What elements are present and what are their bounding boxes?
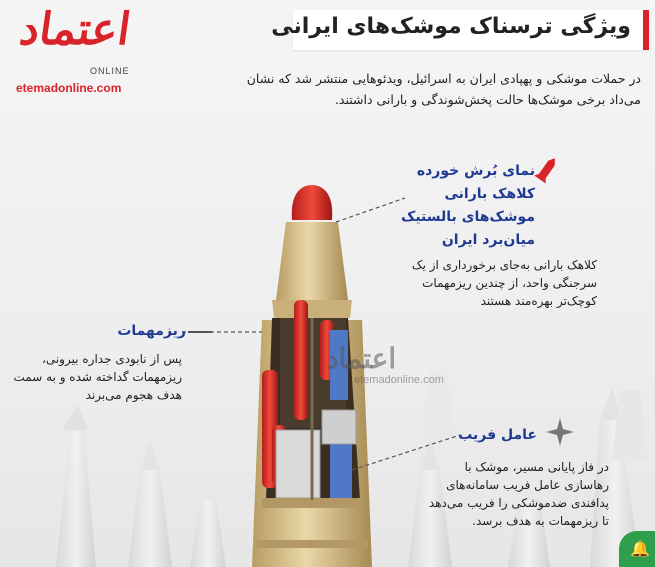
brand-logo xyxy=(14,4,144,95)
decoy-title: عامل فریب xyxy=(458,427,537,443)
bell-icon: 🔔 xyxy=(630,539,650,558)
warhead-title: نمای بُرش خورده کلاهک بارانی موشک‌های بالستیک میان‌برد ایران xyxy=(401,163,535,248)
logo-online: ONLINE xyxy=(90,66,130,76)
warhead-body: کلاهک بارانی به‌جای برخورداری از یک سرجنگی واحد، از چندین ریزمهمات کوچک‌تر بهره‌مند هستند xyxy=(411,258,597,308)
title-box xyxy=(271,10,649,50)
flash-icon xyxy=(546,418,574,446)
intro-text: در حملات موشکی و پهپادی ایران به اسرائیل، ویدئوهایی منتشر شد که نشان می‌داد برخی موشک‌ها حالت پخش‌شوندگی و بارانی داشتند. xyxy=(246,71,641,107)
decoy-body: در فاز پایانی مسیر، موشک با رهاسازی عامل فریب سامانه‌های پدافندی ضدموشکی را فریب می‌دهد تا ریزمهمات به هدف برسد. xyxy=(428,460,609,528)
logo-url: etemadonline.com xyxy=(16,81,122,95)
watermark-url: etemadonline.com xyxy=(354,374,444,386)
submunitions-title: ریزمهمات xyxy=(117,323,186,339)
watermark xyxy=(326,342,444,386)
missile-icon xyxy=(534,154,560,183)
watermark-logo: اعتماد xyxy=(326,342,397,375)
page-title: ویژگی ترسناک موشک‌های ایرانی xyxy=(271,14,631,39)
submunitions-body: پس از نابودی جداره بیرونی، ریزمهمات گداخته شده و به سمت هدف هجوم می‌برند xyxy=(13,352,182,402)
notification-button[interactable] xyxy=(619,531,655,567)
logo-text: اعتماد xyxy=(16,4,134,55)
